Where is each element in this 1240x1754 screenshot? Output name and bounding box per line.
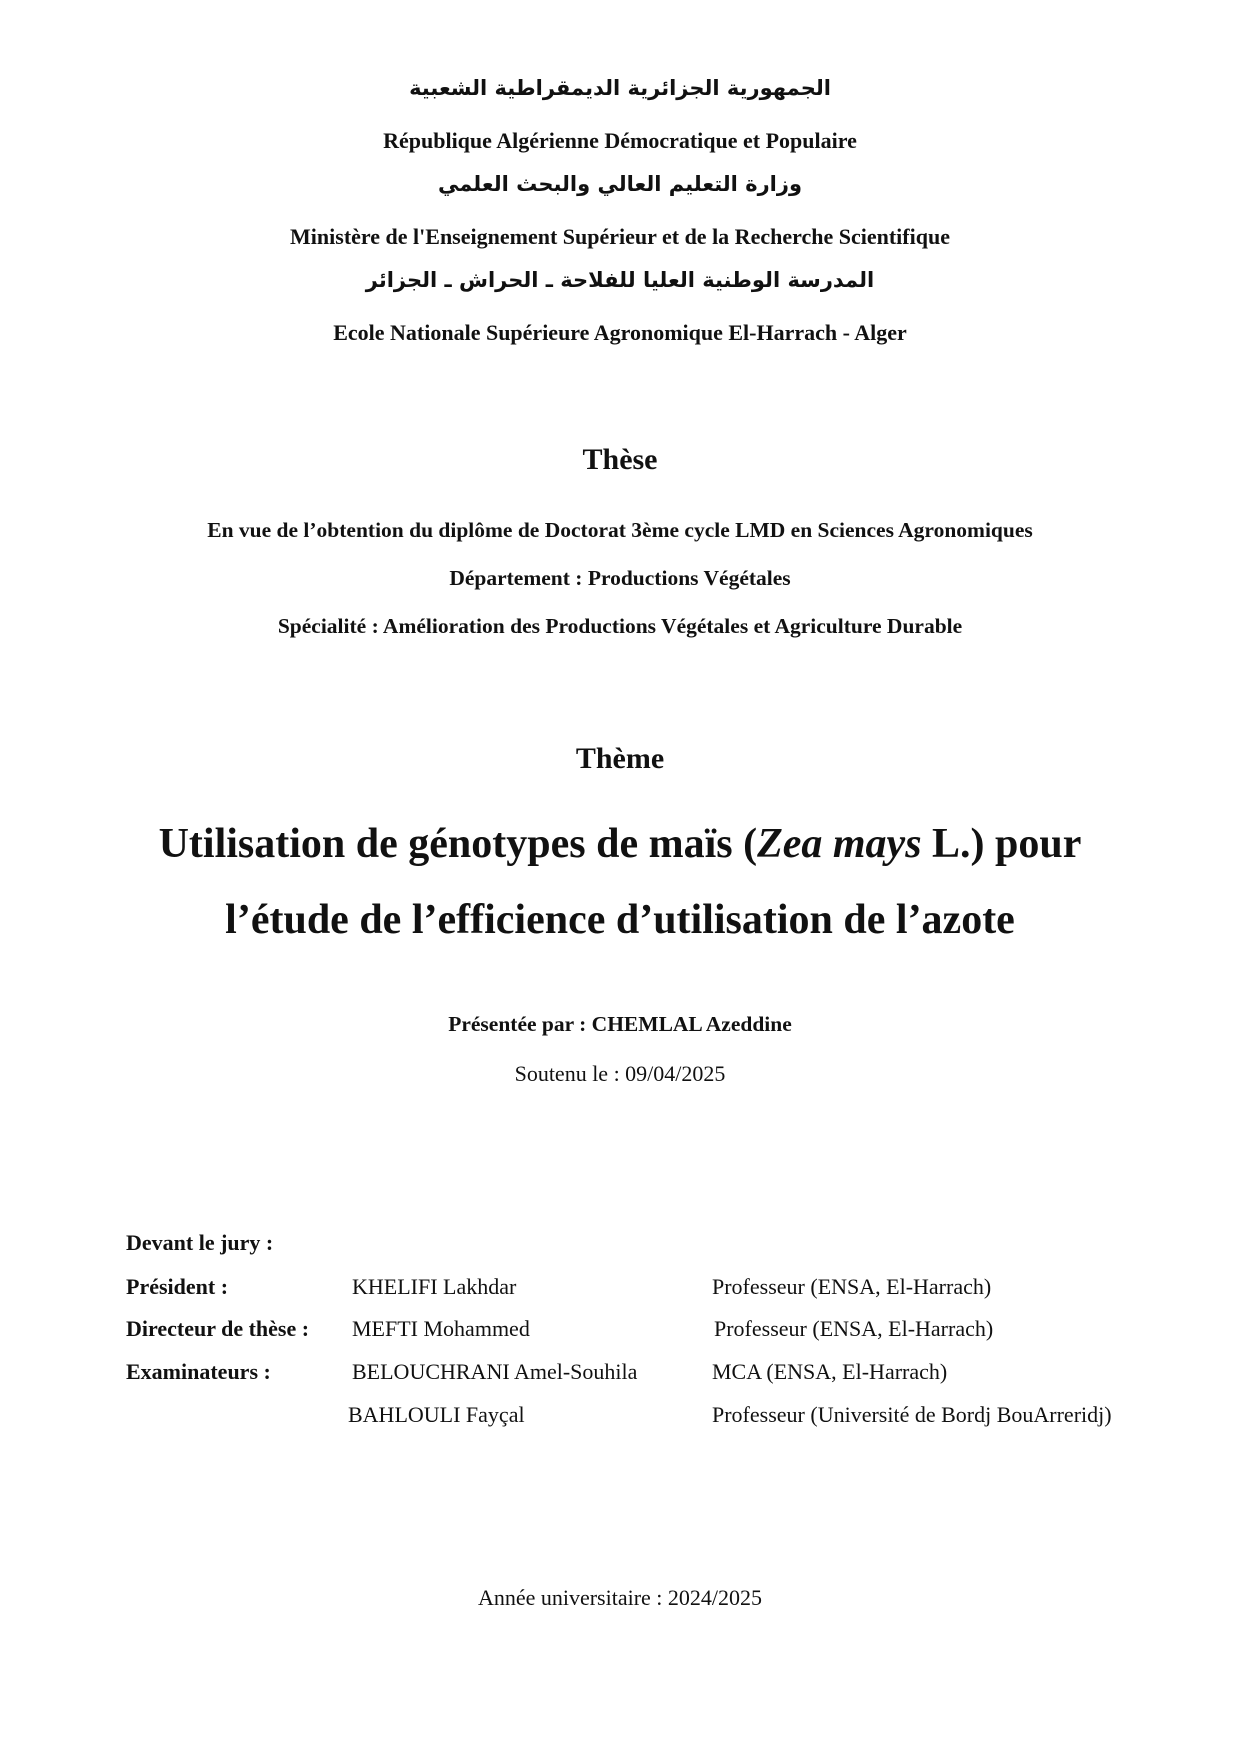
ministry-arabic: وزارة التعليم العالي والبحث العلمي	[437, 172, 803, 196]
title-part-2: L.) pour	[921, 821, 1082, 867]
title-part-1: Utilisation de génotypes de maïs (	[158, 821, 758, 867]
jury-affiliation: Professeur (Université de Bordj BouArreridj)	[712, 1402, 1112, 1427]
jury-heading-row	[0, 1230, 1240, 1264]
jury-row	[0, 1274, 1240, 1308]
jury-affiliation: MCA (ENSA, El-Harrach)	[712, 1359, 948, 1384]
jury-row	[0, 1316, 1240, 1350]
jury-role: Examinateurs :	[126, 1359, 271, 1384]
thesis-title-line-2: l’étude de l’efficience d’utilisation de l’azote	[225, 897, 1015, 943]
jury-role: Directeur de thèse :	[126, 1316, 310, 1341]
speciality-line: Spécialité : Amélioration des Productions Végétales et Agriculture Durable	[277, 614, 963, 638]
jury-name: MEFTI Mohammed	[352, 1316, 530, 1341]
thesis-label: Thèse	[582, 443, 658, 476]
degree-line: En vue de l’obtention du diplôme de Doctorat 3ème cycle LMD en Sciences Agronomiques	[207, 518, 1033, 542]
defense-date: Soutenu le : 09/04/2025	[514, 1061, 726, 1086]
jury-row	[0, 1402, 1240, 1436]
jury-affiliation: Professeur (ENSA, El-Harrach)	[714, 1316, 994, 1341]
department-line: Département : Productions Végétales	[449, 566, 791, 590]
republic-french: République Algérienne Démocratique et Populaire	[383, 128, 857, 153]
school-french: Ecole Nationale Supérieure Agronomique El-Harrach - Alger	[333, 320, 907, 345]
title-species-italic: Zea mays	[757, 821, 922, 867]
republic-arabic: الجمهورية الجزائرية الديمقراطية الشعبية	[409, 76, 831, 100]
academic-year: Année universitaire : 2024/2025	[477, 1585, 763, 1610]
jury-affiliation: Professeur (ENSA, El-Harrach)	[712, 1274, 992, 1299]
school-arabic: المدرسة الوطنية العليا للفلاحة ـ الحراش ـ الجزائر	[365, 268, 875, 292]
presented-by: Présentée par : CHEMLAL Azeddine	[448, 1012, 792, 1036]
thesis-title-line-1	[0, 820, 1240, 868]
jury-name: BELOUCHRANI Amel-Souhila	[352, 1359, 638, 1384]
jury-name: BAHLOULI Fayçal	[348, 1402, 525, 1427]
jury-row	[0, 1359, 1240, 1393]
jury-heading: Devant le jury :	[126, 1230, 274, 1255]
jury-role: Président :	[126, 1274, 229, 1299]
ministry-french: Ministère de l'Enseignement Supérieur et de la Recherche Scientifique	[290, 224, 950, 249]
jury-name: KHELIFI Lakhdar	[352, 1274, 517, 1299]
theme-label: Thème	[575, 742, 665, 775]
